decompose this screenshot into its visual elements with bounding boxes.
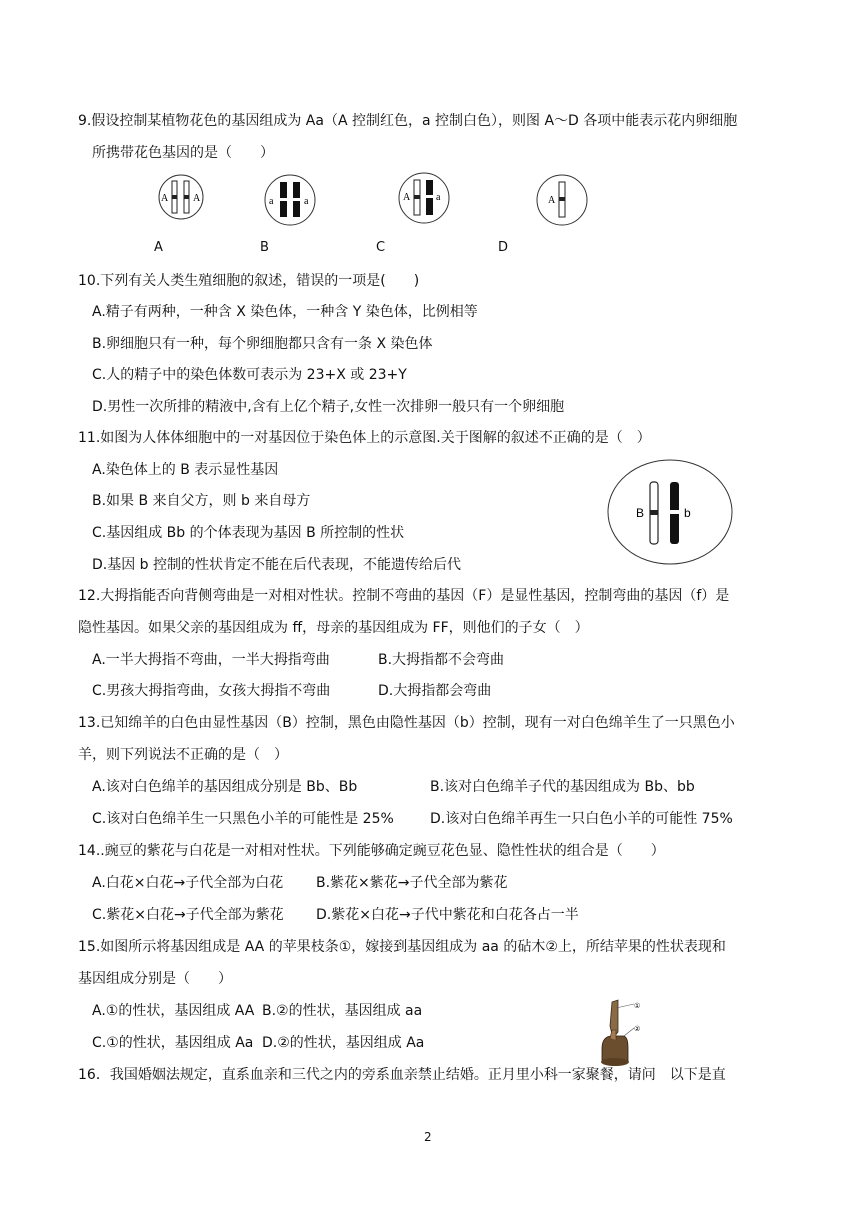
q13-option-c: C.该对白色绵羊生一只黑色小羊的可能性是 25% [92,811,394,827]
q12-option-a: A.一半大拇指不弯曲，一半大拇指弯曲 [92,652,330,668]
q13-option-a: A.该对白色绵羊的基因组成分别是 Bb、Bb [92,779,358,795]
q15-label-scion: ① [634,1002,641,1010]
q9-figure-c [396,170,452,226]
q12-option-c: C.男孩大拇指弯曲，女孩大拇指不弯曲 [92,683,331,699]
q15-stem-line1: 15.如图所示将基因组成是 AA 的苹果枝条①，嫁接到基因组成为 aa 的砧木②上，所结苹果的性状表现和 [78,939,726,955]
q14-option-b: B.紫花×紫花→子代全部为紫花 [316,875,508,891]
q13-stem-line2: 羊，则下列说法不正确的是（ ） [78,747,288,763]
q9-label-c: C [376,240,386,255]
q15-stem-line2: 基因组成分别是（ ） [78,971,232,987]
q9-label-b: B [260,240,269,255]
q9-d-gene: A [548,195,556,206]
q11-figure [606,458,734,566]
q15-grafting-figure [594,996,654,1070]
q14-option-d: D.紫花×白花→子代中紫花和白花各占一半 [316,907,579,923]
q9-label-a: A [154,240,163,255]
q14-option-c: C.紫花×白花→子代全部为紫花 [92,907,284,923]
q15-option-c: C.①的性状，基因组成 Aa [92,1035,254,1051]
q11-option-c: C.基因组成 Bb 的个体表现为基因 B 所控制的性状 [92,525,405,541]
q12-option-b: B.大拇指都不会弯曲 [378,652,505,668]
q13-option-b: B.该对白色绵羊子代的基因组成为 Bb、bb [430,779,695,795]
q11-option-a: A.染色体上的 B 表示显性基因 [92,462,279,478]
q11-stem: 11.如图为人体体细胞中的一对基因位于染色体上的示意图.关于图解的叙述不正确的是（ ） [78,430,651,446]
q15-option-b: B.②的性状，基因组成 aa [262,1003,423,1019]
q13-stem-line1: 13.已知绵羊的白色由显性基因（B）控制，黑色由隐性基因（b）控制，现有一对白色绵羊生了一只黑色小 [78,715,735,731]
q9-a-gene-left: A [161,193,169,204]
q12-option-d: D.大拇指都会弯曲 [378,683,492,699]
q9-a-gene-right: A [193,193,201,204]
q9-b-gene-right: a [304,196,309,207]
q9-c-gene-right: a [436,192,441,203]
q9-figure-d [534,172,590,228]
q9-stem-line1: 9.假设控制某植物花色的基因组成为 Aa（A 控制红色，a 控制白色），则图 A～D 各项中能表示花内卵细胞 [78,113,738,129]
q14-stem: 14..豌豆的紫花与白花是一对相对性状。下列能够确定豌豆花色显、隐性性状的组合是（ ） [78,843,665,859]
q15-option-a: A.①的性状，基因组成 AA [92,1003,255,1019]
q10-option-b: B.卵细胞只有一种，每个卵细胞都只含有一条 X 染色体 [92,336,433,352]
q16-stem: 16．我国婚姻法规定，直系血亲和三代之内的旁系血亲禁止结婚。正月里小科一家聚餐，请问 以下是直 [78,1067,726,1083]
q10-option-c: C.人的精子中的染色体数可表示为 23+X 或 23+Y [92,367,407,383]
q11-option-d: D.基因 b 控制的性状肯定不能在后代表现，不能遗传给后代 [92,557,462,573]
q12-stem-line2: 隐性基因。如果父亲的基因组成为 ff，母亲的基因组成为 FF，则他们的子女（ ） [78,620,589,636]
q9-label-d: D [498,240,509,255]
q11-gene-b-upper: B [636,506,645,520]
q12-stem-line1: 12.大拇指能否向背侧弯曲是一对相对性状。控制不弯曲的基因（F）是显性基因，控制弯曲的基因（f）是 [78,588,730,604]
q10-option-d: D.男性一次所排的精液中,含有上亿个精子,女性一次排卵一般只有一个卵细胞 [92,399,565,415]
q9-figure-b [262,172,318,228]
q11-option-b: B.如果 B 来自父方，则 b 来自母方 [92,493,311,509]
q13-option-d: D.该对白色绵羊再生一只白色小羊的可能性 75% [430,811,733,827]
q9-b-gene-left: a [269,196,274,207]
q10-option-a: A.精子有两种，一种含 X 染色体，一种含 Y 染色体，比例相等 [92,304,478,320]
q9-c-gene-left: A [403,192,411,203]
q9-figure-a [156,172,206,222]
q11-gene-b-lower: b [684,506,691,520]
page-number: 2 [424,1130,432,1144]
q15-option-d: D.②的性状，基因组成 Aa [262,1035,425,1051]
q9-stem-line2: 所携带花色基因的是（ ） [92,145,274,161]
q14-option-a: A.白花×白花→子代全部为白花 [92,875,284,891]
q15-label-stock: ② [634,1025,641,1033]
q10-stem: 10.下列有关人类生殖细胞的叙述，错误的一项是( ) [78,273,420,289]
